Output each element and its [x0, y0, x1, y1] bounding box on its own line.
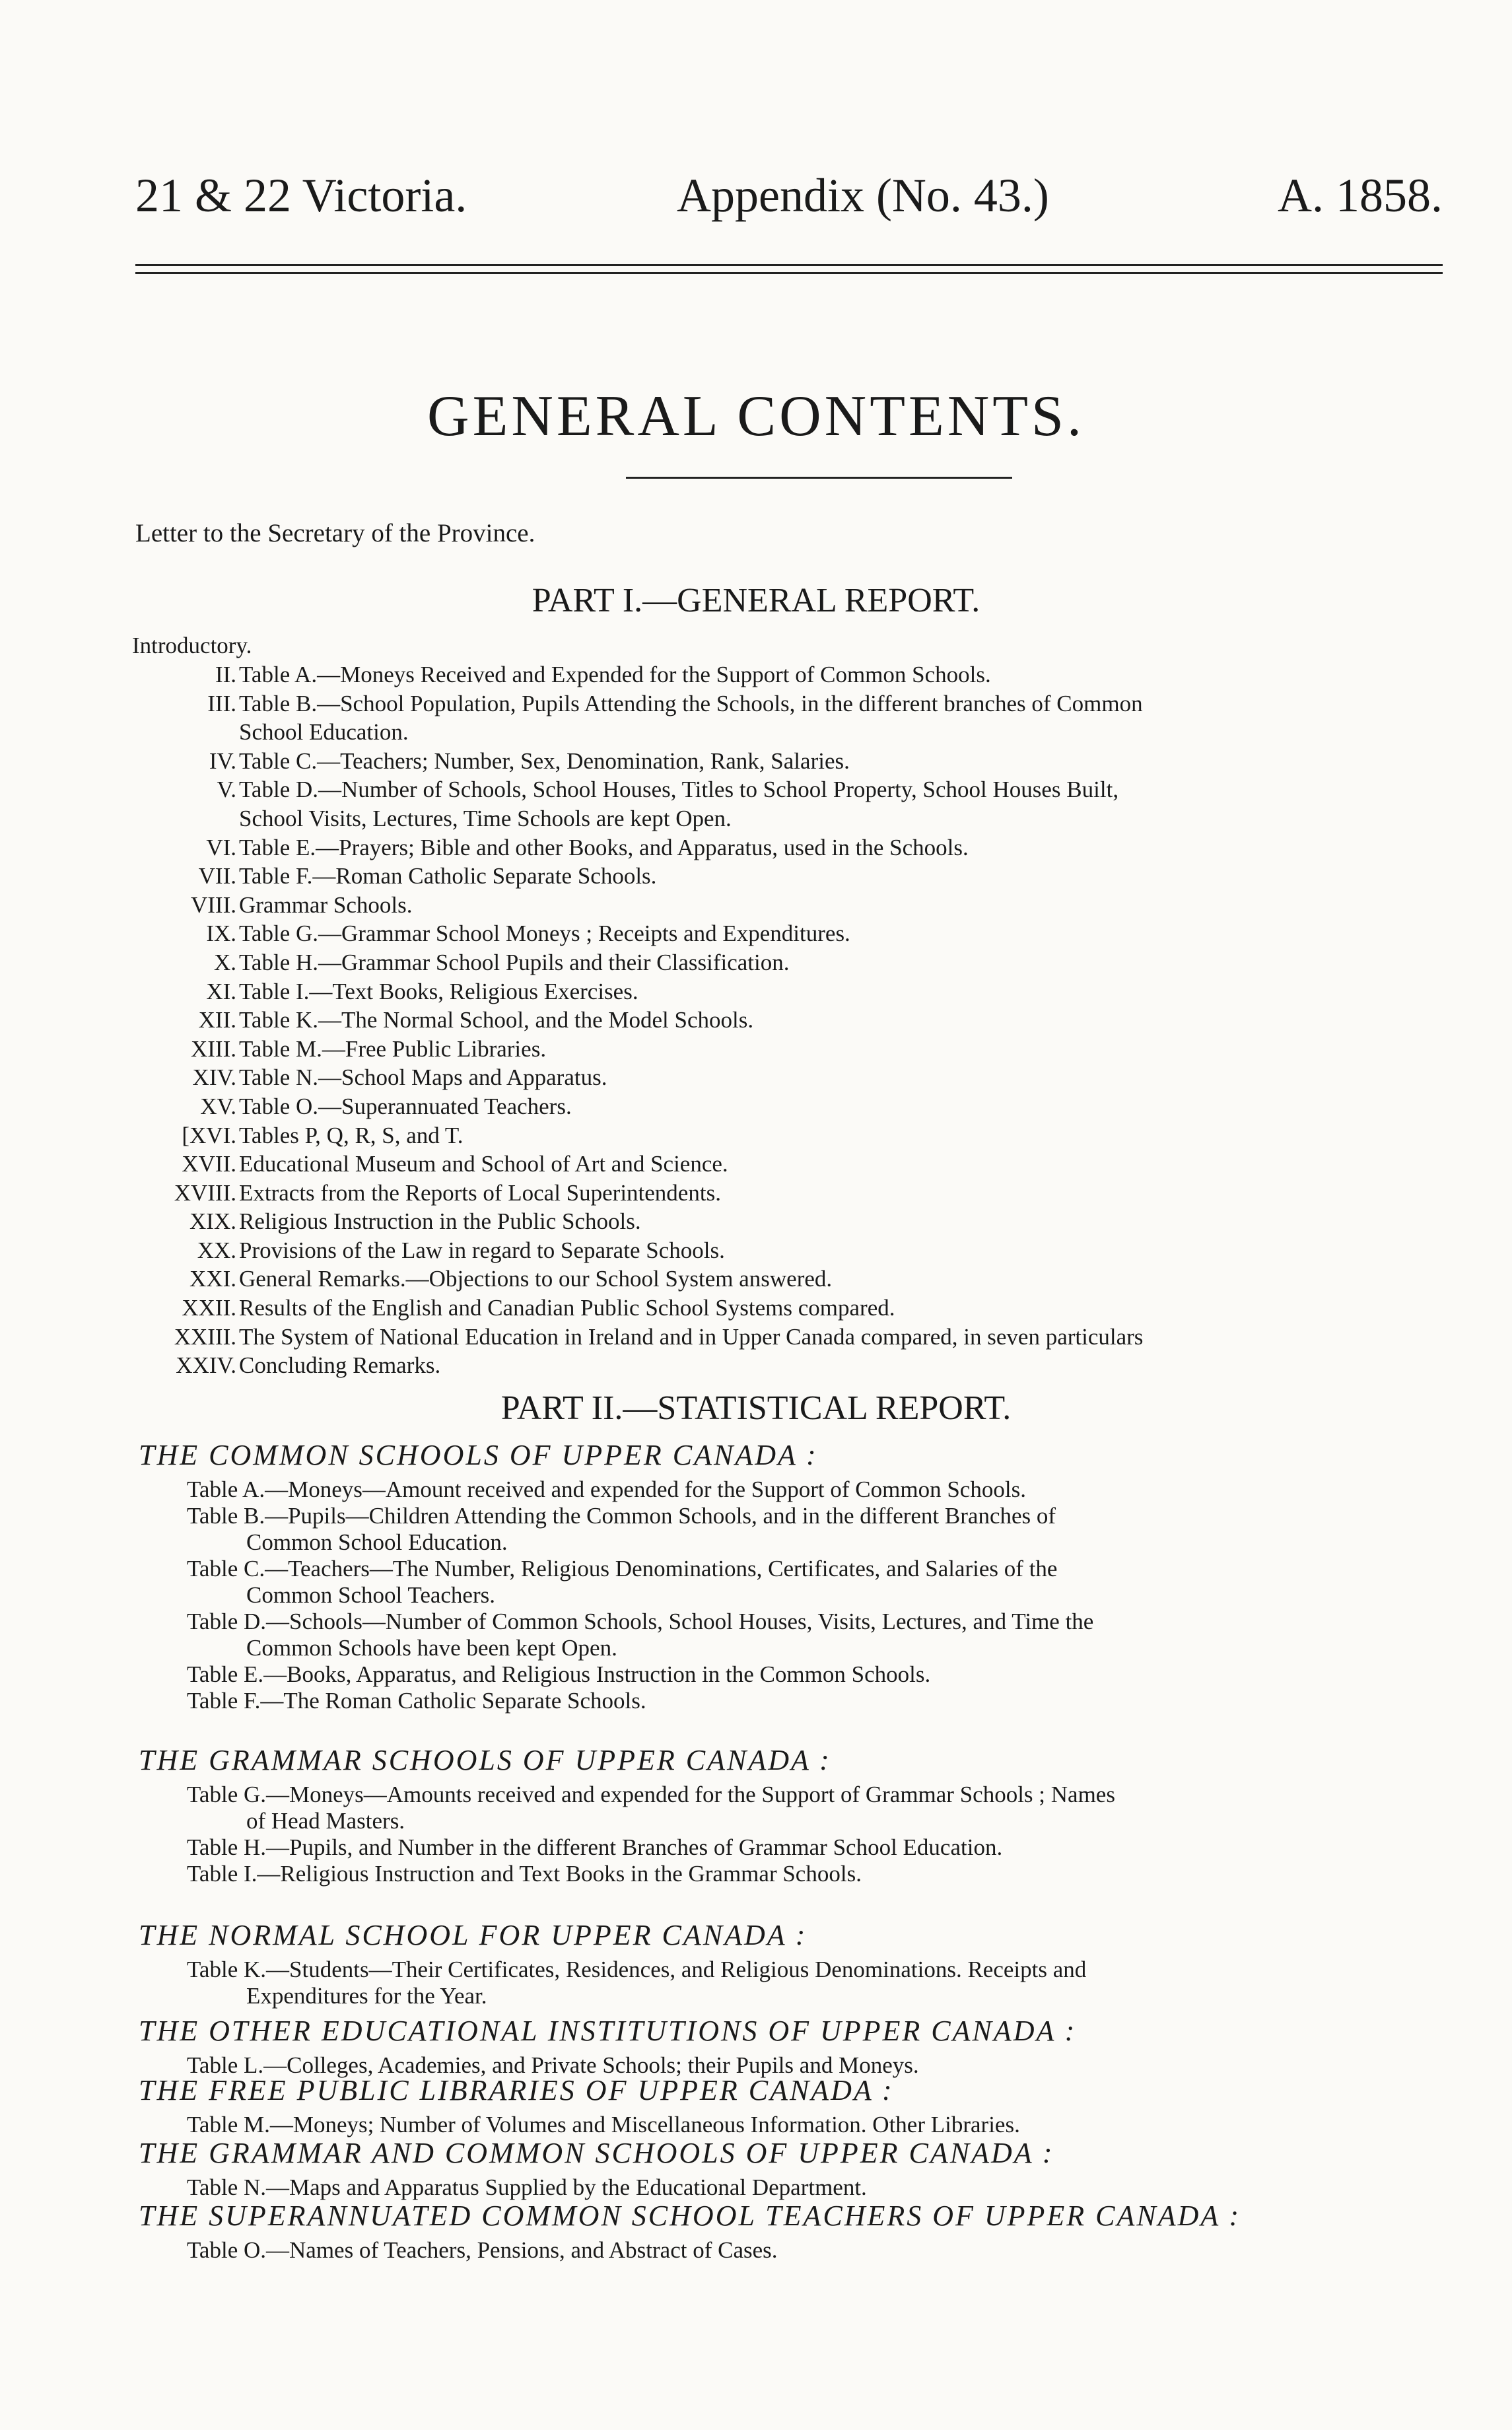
table-entry: Table I.—Religious Instruction and Text Books in the Grammar Schools. [187, 1861, 862, 1887]
table-entry: Table F.—The Roman Catholic Separate Schools. [187, 1688, 646, 1714]
item-number: XXII. [182, 1295, 236, 1321]
item-number: XXIII. [174, 1323, 236, 1350]
contents-item [0, 1295, 1512, 1324]
item-text: Table B.—School Population, Pupils Attending the Schools, in the different branches of Common [239, 690, 1143, 716]
section-title: THE FREE PUBLIC LIBRARIES OF UPPER CANADA : [139, 2074, 894, 2106]
table-entry: Table O.—Names of Teachers, Pensions, and Abstract of Cases. [187, 2237, 778, 2263]
contents-item [0, 1180, 1512, 1209]
item-text: Results of the English and Canadian Public School Systems compared. [239, 1295, 895, 1321]
table-entry: Table G.—Moneys—Amounts received and expended for the Support of Grammar Schools ; Names [187, 1782, 1115, 1807]
item-number: VII. [198, 863, 236, 889]
item-number: III. [207, 690, 236, 716]
table-entry: Table K.—Students—Their Certificates, Residences, and Religious Denominations. Receipts and [187, 1957, 1087, 1982]
part1-intro: Introductory. [132, 633, 252, 658]
item-number: XII. [198, 1007, 236, 1033]
table-entry: Table C.—Teachers—The Number, Religious Denominations, Certificates, and Salaries of the [187, 1556, 1058, 1581]
contents-item [0, 892, 1512, 921]
contents-item [0, 863, 1512, 892]
contents-item [0, 1151, 1512, 1180]
section-title: THE NORMAL SCHOOL FOR UPPER CANADA : [139, 1919, 808, 1951]
part1-heading: PART I.—GENERAL REPORT. [532, 582, 980, 619]
item-text-continued: School Education. [239, 719, 409, 746]
item-number: XVII. [182, 1151, 236, 1177]
header-rule-bottom [135, 272, 1443, 274]
table-entry: Table L.—Colleges, Academies, and Private Schools; their Pupils and Moneys. [187, 2052, 919, 2078]
contents-item [0, 1064, 1512, 1094]
item-number: IV. [209, 747, 236, 774]
item-text: Table K.—The Normal School, and the Model Schools. [239, 1007, 754, 1033]
item-number: XIII. [191, 1035, 236, 1062]
section-title: THE OTHER EDUCATIONAL INSTITUTIONS OF UPPER CANADA : [139, 2015, 1077, 2047]
header-right: A. 1858. [1278, 169, 1443, 222]
part2-heading: PART II.—STATISTICAL REPORT. [500, 1389, 1012, 1427]
item-text-continued: School Visits, Lectures, Time Schools are kept Open. [239, 805, 732, 831]
item-text: Table C.—Teachers; Number, Sex, Denomination, Rank, Salaries. [239, 747, 850, 774]
table-entry-continued: Common School Education. [246, 1529, 508, 1555]
contents-item [0, 662, 1512, 691]
item-number: XIV. [192, 1064, 236, 1091]
header-rule-top [135, 264, 1443, 266]
item-number: V. [217, 777, 236, 803]
item-text: Table M.—Free Public Libraries. [239, 1035, 547, 1062]
page-title: GENERAL CONTENTS. [427, 384, 1085, 448]
contents-item [0, 835, 1512, 864]
page-header [135, 168, 1443, 234]
contents-item [0, 950, 1512, 979]
table-entry: Table E.—Books, Apparatus, and Religious Instruction in the Common Schools. [187, 1661, 931, 1687]
section-title: THE COMMON SCHOOLS OF UPPER CANADA : [139, 1439, 818, 1471]
contents-item [0, 1266, 1512, 1295]
table-entry-continued: Common Schools have been kept Open. [246, 1635, 617, 1661]
table-entry: Table B.—Pupils—Children Attending the Common Schools, and in the different Branches of [187, 1503, 1056, 1529]
table-entry: Table D.—Schools—Number of Common Schools, School Houses, Visits, Lectures, and Time the [187, 1609, 1094, 1634]
item-text: General Remarks.—Objections to our School System answered. [239, 1266, 833, 1292]
item-text: Table H.—Grammar School Pupils and their Classification. [239, 949, 790, 975]
item-text: Table E.—Prayers; Bible and other Books, and Apparatus, used in the Schools. [239, 834, 969, 860]
item-text: The System of National Education in Ireland and in Upper Canada compared, in seven particulars [239, 1323, 1144, 1350]
table-entry-continued: Expenditures for the Year. [246, 1983, 487, 2009]
title-rule [626, 477, 1012, 479]
item-number: II. [215, 662, 236, 687]
item-text: Table G.—Grammar School Moneys ; Receipts and Expenditures. [239, 920, 850, 947]
header-center: Appendix (No. 43.) [677, 169, 1049, 222]
contents-item [0, 1324, 1512, 1353]
item-text: Table A.—Moneys Received and Expended for the Support of Common Schools. [239, 662, 991, 687]
item-number: XVIII. [174, 1179, 236, 1206]
item-text: Table N.—School Maps and Apparatus. [239, 1064, 607, 1091]
item-number: XXIV. [176, 1352, 236, 1379]
item-number: XXI. [189, 1266, 236, 1292]
item-number: XI. [206, 978, 236, 1004]
header-left: 21 & 22 Victoria. [135, 169, 467, 222]
contents-item [0, 1237, 1512, 1267]
table-entry: Table N.—Maps and Apparatus Supplied by the Educational Department. [187, 2174, 867, 2200]
contents-item [0, 920, 1512, 950]
contents-item [0, 1036, 1512, 1065]
contents-item [0, 1123, 1512, 1152]
item-number: [XVI. [182, 1122, 236, 1148]
section-title: THE GRAMMAR SCHOOLS OF UPPER CANADA : [139, 1744, 831, 1776]
item-text: Table I.—Text Books, Religious Exercises. [239, 978, 638, 1004]
contents-item [0, 1208, 1512, 1237]
item-text: Tables P, Q, R, S, and T. [239, 1122, 464, 1148]
table-entry: Table A.—Moneys—Amount received and expended for the Support of Common Schools. [187, 1476, 1026, 1502]
contents-item-continuation [0, 806, 1512, 835]
table-entry: Table H.—Pupils, and Number in the different Branches of Grammar School Education. [187, 1834, 1003, 1860]
contents-item-continuation [0, 719, 1512, 748]
section-title: THE GRAMMAR AND COMMON SCHOOLS OF UPPER CANADA : [139, 2137, 1054, 2169]
contents-item [0, 691, 1512, 720]
item-text: Concluding Remarks. [239, 1352, 441, 1379]
contents-item [0, 748, 1512, 777]
contents-item [0, 1007, 1512, 1036]
item-text: Educational Museum and School of Art and Science. [239, 1151, 728, 1177]
item-text: Grammar Schools. [239, 891, 413, 918]
letter-line: Letter to the Secretary of the Province. [135, 519, 535, 547]
item-number: IX. [206, 920, 236, 947]
item-number: VI. [206, 834, 236, 860]
item-text: Table O.—Superannuated Teachers. [239, 1093, 572, 1119]
item-text: Table D.—Number of Schools, School Houses, Titles to School Property, School Houses Built, [239, 777, 1119, 803]
table-entry-continued: of Head Masters. [246, 1808, 405, 1834]
item-number: XV. [200, 1093, 236, 1119]
item-text: Religious Instruction in the Public Schools. [239, 1208, 641, 1235]
contents-item [0, 979, 1512, 1008]
item-text: Provisions of the Law in regard to Separate Schools. [239, 1237, 725, 1263]
part1-list [0, 662, 1512, 1381]
section-title: THE SUPERANNUATED COMMON SCHOOL TEACHERS OF UPPER CANADA : [139, 2200, 1241, 2232]
contents-item [0, 777, 1512, 806]
item-number: X. [213, 949, 236, 975]
item-number: XIX. [189, 1208, 236, 1235]
table-entry: Table M.—Moneys; Number of Volumes and Miscellaneous Information. Other Libraries. [187, 2112, 1020, 2137]
item-number: VIII. [191, 891, 236, 918]
contents-item [0, 1094, 1512, 1123]
item-text: Extracts from the Reports of Local Superintendents. [239, 1179, 721, 1206]
table-entry-continued: Common School Teachers. [246, 1582, 495, 1608]
item-number: XX. [197, 1237, 236, 1263]
item-text: Table F.—Roman Catholic Separate Schools. [239, 863, 657, 889]
contents-item [0, 1352, 1512, 1381]
